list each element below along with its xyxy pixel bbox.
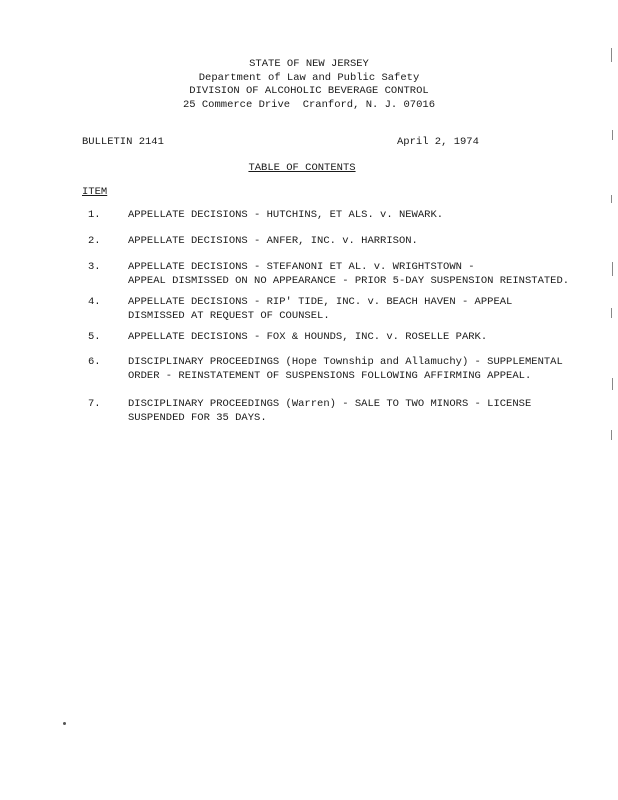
letterhead-address: 25 Commerce Drive Cranford, N. J. 07016 bbox=[182, 98, 436, 111]
letterhead-division: DIVISION OF ALCOHOLIC BEVERAGE CONTROL bbox=[189, 85, 429, 97]
scan-mark bbox=[612, 378, 613, 390]
toc-entry-line: APPELLATE DECISIONS - STEFANONI ET AL. v. WRIGHTSTOWN - bbox=[128, 261, 475, 273]
toc-entry-line: DISMISSED AT REQUEST OF COUNSEL. bbox=[128, 309, 330, 322]
toc-entry-line: DISCIPLINARY PROCEEDINGS (Warren) - SALE TO TWO MINORS - LICENSE bbox=[128, 398, 532, 410]
letterhead-department: Department of Law and Public Safety bbox=[198, 71, 420, 84]
toc-entry-line: DISCIPLINARY PROCEEDINGS (Hope Township and Allamuchy) - SUPPLEMENTAL bbox=[128, 356, 563, 368]
toc-entry-number: 2. bbox=[88, 235, 101, 247]
scan-speck bbox=[63, 722, 66, 725]
scan-mark bbox=[611, 195, 612, 203]
letterhead bbox=[0, 58, 618, 112]
toc-title: TABLE OF CONTENTS bbox=[248, 162, 356, 174]
toc-entry-number: 1. bbox=[88, 209, 101, 221]
letterhead-state: STATE OF NEW JERSEY bbox=[249, 58, 369, 70]
toc-entry-number: 3. bbox=[88, 261, 101, 273]
scan-mark bbox=[611, 430, 612, 440]
bulletin-date: April 2, 1974 bbox=[397, 136, 479, 148]
toc-entry-line: APPELLATE DECISIONS - ANFER, INC. v. HARRISON. bbox=[128, 235, 418, 247]
toc-entry-number: 6. bbox=[88, 356, 101, 368]
scan-mark bbox=[611, 48, 612, 62]
toc-entry-line: ORDER - REINSTATEMENT OF SUSPENSIONS FOLLOWING AFFIRMING APPEAL. bbox=[128, 369, 532, 382]
toc-entry-line: SUSPENDED FOR 35 DAYS. bbox=[128, 411, 267, 424]
toc-entry-line: APPELLATE DECISIONS - RIP' TIDE, INC. v. BEACH HAVEN - APPEAL bbox=[128, 296, 513, 308]
toc-entry-line: APPELLATE DECISIONS - FOX & HOUNDS, INC. v. ROSELLE PARK. bbox=[128, 331, 488, 343]
scan-mark bbox=[611, 308, 612, 318]
toc-entry-number: 4. bbox=[88, 296, 101, 308]
bulletin-number: BULLETIN 2141 bbox=[82, 136, 164, 148]
toc-entry-line: APPEAL DISMISSED ON NO APPEARANCE - PRIOR 5-DAY SUSPENSION REINSTATED. bbox=[128, 274, 570, 287]
toc-entry-line: APPELLATE DECISIONS - HUTCHINS, ET ALS. v. NEWARK. bbox=[128, 209, 444, 221]
item-column-heading: ITEM bbox=[82, 186, 108, 198]
toc-entry-number: 7. bbox=[88, 398, 101, 410]
scan-mark bbox=[612, 262, 613, 276]
scan-mark bbox=[612, 130, 613, 140]
toc-entry-number: 5. bbox=[88, 331, 101, 343]
